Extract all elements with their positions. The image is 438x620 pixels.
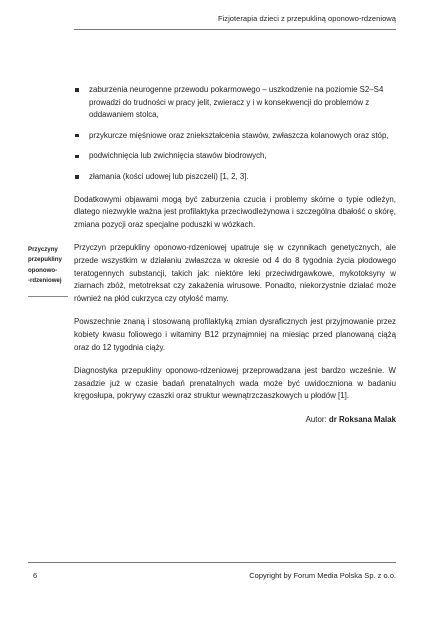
running-header: Fizjoterapia dzieci z przepukliną oponowo-rdzeniową bbox=[217, 14, 396, 23]
margin-heading-line: -rdzeniowej bbox=[28, 277, 62, 285]
list-item: podwichnięcia lub zwichnięcia stawów biodrowych, bbox=[74, 150, 396, 163]
article-body bbox=[74, 84, 396, 426]
margin-heading-divider bbox=[28, 296, 68, 297]
paragraph: Dodatkowymi objawami mogą być zaburzenia czucia i problemy skórne o typie odleżyn, dlatego niezwykle ważna jest profilaktyka przeciwodleżynowa i szczególna dbałość o skórę, zmiana pozycji oraz specjalne poduszki w wózkach. bbox=[74, 194, 396, 229]
header-divider bbox=[74, 29, 396, 30]
margin-heading-line: Przyczyny bbox=[28, 246, 58, 253]
footer-divider bbox=[28, 562, 396, 563]
margin-heading bbox=[28, 245, 68, 287]
paragraph: Powszechnie znaną i stosowaną profilaktyką zmian dysraficznych jest przyjmowanie przez kobiety kwasu foliowego i witaminy B12 przynajmniej na miesiąc przed planowaną ciążą oraz do 12 tygodnia ciąży. bbox=[74, 317, 396, 352]
copyright-notice: Copyright by Forum Media Polska Sp. z o.o. bbox=[249, 571, 396, 580]
author-line bbox=[74, 414, 396, 427]
page-number: 6 bbox=[33, 571, 38, 580]
paragraph: Diagnostyka przepukliny oponowo-rdzeniowej przeprowadzana jest bardzo wcześnie. W zasadzie już w czasie badań prenatalnych wada może być uwidoczniona w badaniu kręgosłupa, pokrywy czaszki oraz struktur wewnątrzczaszkowych u płodów [1]. bbox=[74, 366, 396, 401]
list-item: złamania (kości udowej lub piszczeli) [1, 2, 3]. bbox=[74, 171, 396, 184]
list-item: przykurcze mięśniowe oraz zniekształcenia stawów, zwłaszcza kolanowych oraz stóp, bbox=[74, 130, 396, 143]
list-item: zaburzenia neurogenne przewodu pokarmowego – uszkodzenie na poziomie S2–S4 prowadzi do trudności w pracy jelit, zwieracz y i w konsekwencji do problemów z oddawaniem stolca, bbox=[74, 84, 396, 122]
symptom-list bbox=[74, 84, 396, 184]
margin-heading-line: oponowo- bbox=[28, 266, 58, 274]
margin-heading-line: przepukliny bbox=[28, 256, 62, 264]
author-label: Autor: bbox=[305, 414, 327, 424]
paragraph: Przyczyn przepukliny oponowo-rdzeniowej upatruje się w czynnikach genetycznych, ale przede wszystkim w działaniu zwłaszcza w okresie od 4 do 8 tygodnia życia płodowego teratogennych substancji, takich jak: niektóre leki przeciwdrgawkowe, mykotoksyny w ziarnach zbóż, metotreksat czy zakażenia wirusowe. Ponadto, niekorzystnie działać może również na płód cukrzyca czy otyłość mamy. bbox=[74, 243, 396, 303]
author-name: dr Roksana Malak bbox=[328, 414, 396, 424]
